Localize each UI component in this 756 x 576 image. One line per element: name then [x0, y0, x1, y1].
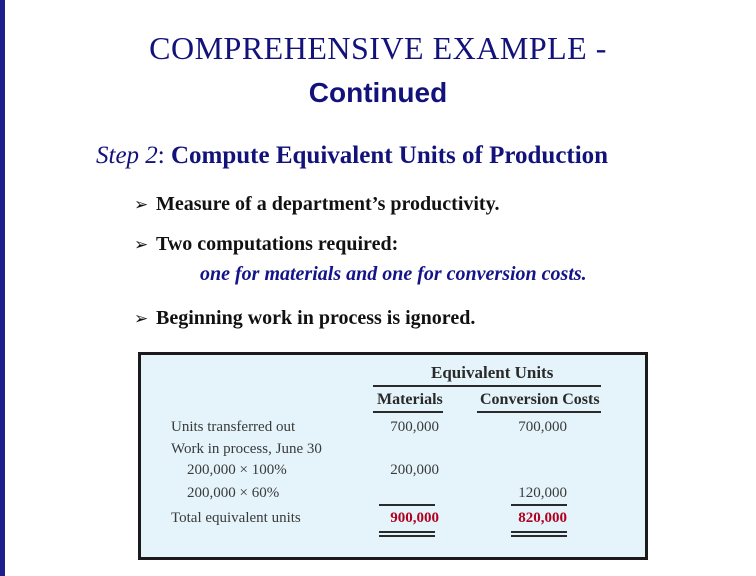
total-conversion: 820,000: [518, 510, 567, 526]
table-cell-materials: 700,000: [390, 419, 439, 435]
bullet-text: Two computations required:: [156, 233, 399, 255]
table-row-label: Units transferred out: [171, 419, 296, 435]
column-rule-conversion: [477, 411, 601, 413]
bullet-text: Beginning work in process is ignored.: [156, 307, 476, 329]
bullet-item: [134, 193, 500, 216]
total-materials: 900,000: [390, 510, 439, 526]
table-row-label: Total equivalent units: [171, 510, 301, 526]
table-cell-conversion: 700,000: [518, 419, 567, 435]
step-label: Step 2: [96, 142, 158, 169]
column-rule-materials: [373, 411, 443, 413]
total-double-rule-conversion: [511, 535, 567, 537]
subtotal-rule-conversion: [511, 504, 567, 506]
table-row-label: Work in process, June 30: [171, 441, 322, 457]
arrow-bullet-icon: ➢: [134, 195, 149, 215]
bullet-item: [134, 307, 475, 330]
total-double-rule-conversion: [511, 531, 567, 533]
bullet-subtext: one for materials and one for conversion costs.: [200, 263, 587, 285]
total-double-rule-materials: [379, 535, 435, 537]
step-text: Compute Equivalent Units of Production: [171, 142, 609, 169]
step-separator: :: [157, 142, 165, 169]
bullet-text: Measure of a department’s productivity.: [156, 193, 500, 215]
column-header-materials: Materials: [377, 391, 443, 408]
slide-subtitle: Continued: [308, 77, 448, 108]
subtotal-rule-materials: [379, 504, 435, 506]
bullet-item: [134, 233, 398, 256]
slide-title: COMPREHENSIVE EXAMPLE -: [149, 30, 607, 66]
table-row-label: 200,000 × 100%: [187, 462, 287, 478]
equivalent-units-table: [138, 352, 648, 560]
total-double-rule-materials: [379, 531, 435, 533]
header-rule: [373, 385, 601, 387]
arrow-bullet-icon: ➢: [134, 309, 149, 329]
step-heading: [96, 142, 608, 170]
arrow-bullet-icon: ➢: [134, 235, 149, 255]
column-header-conversion: Conversion Costs: [480, 391, 600, 408]
table-row-label: 200,000 × 60%: [187, 485, 280, 501]
table-header: Equivalent Units: [431, 363, 554, 382]
table-cell-conversion: 120,000: [518, 485, 567, 501]
table-cell-materials: 200,000: [390, 462, 439, 478]
